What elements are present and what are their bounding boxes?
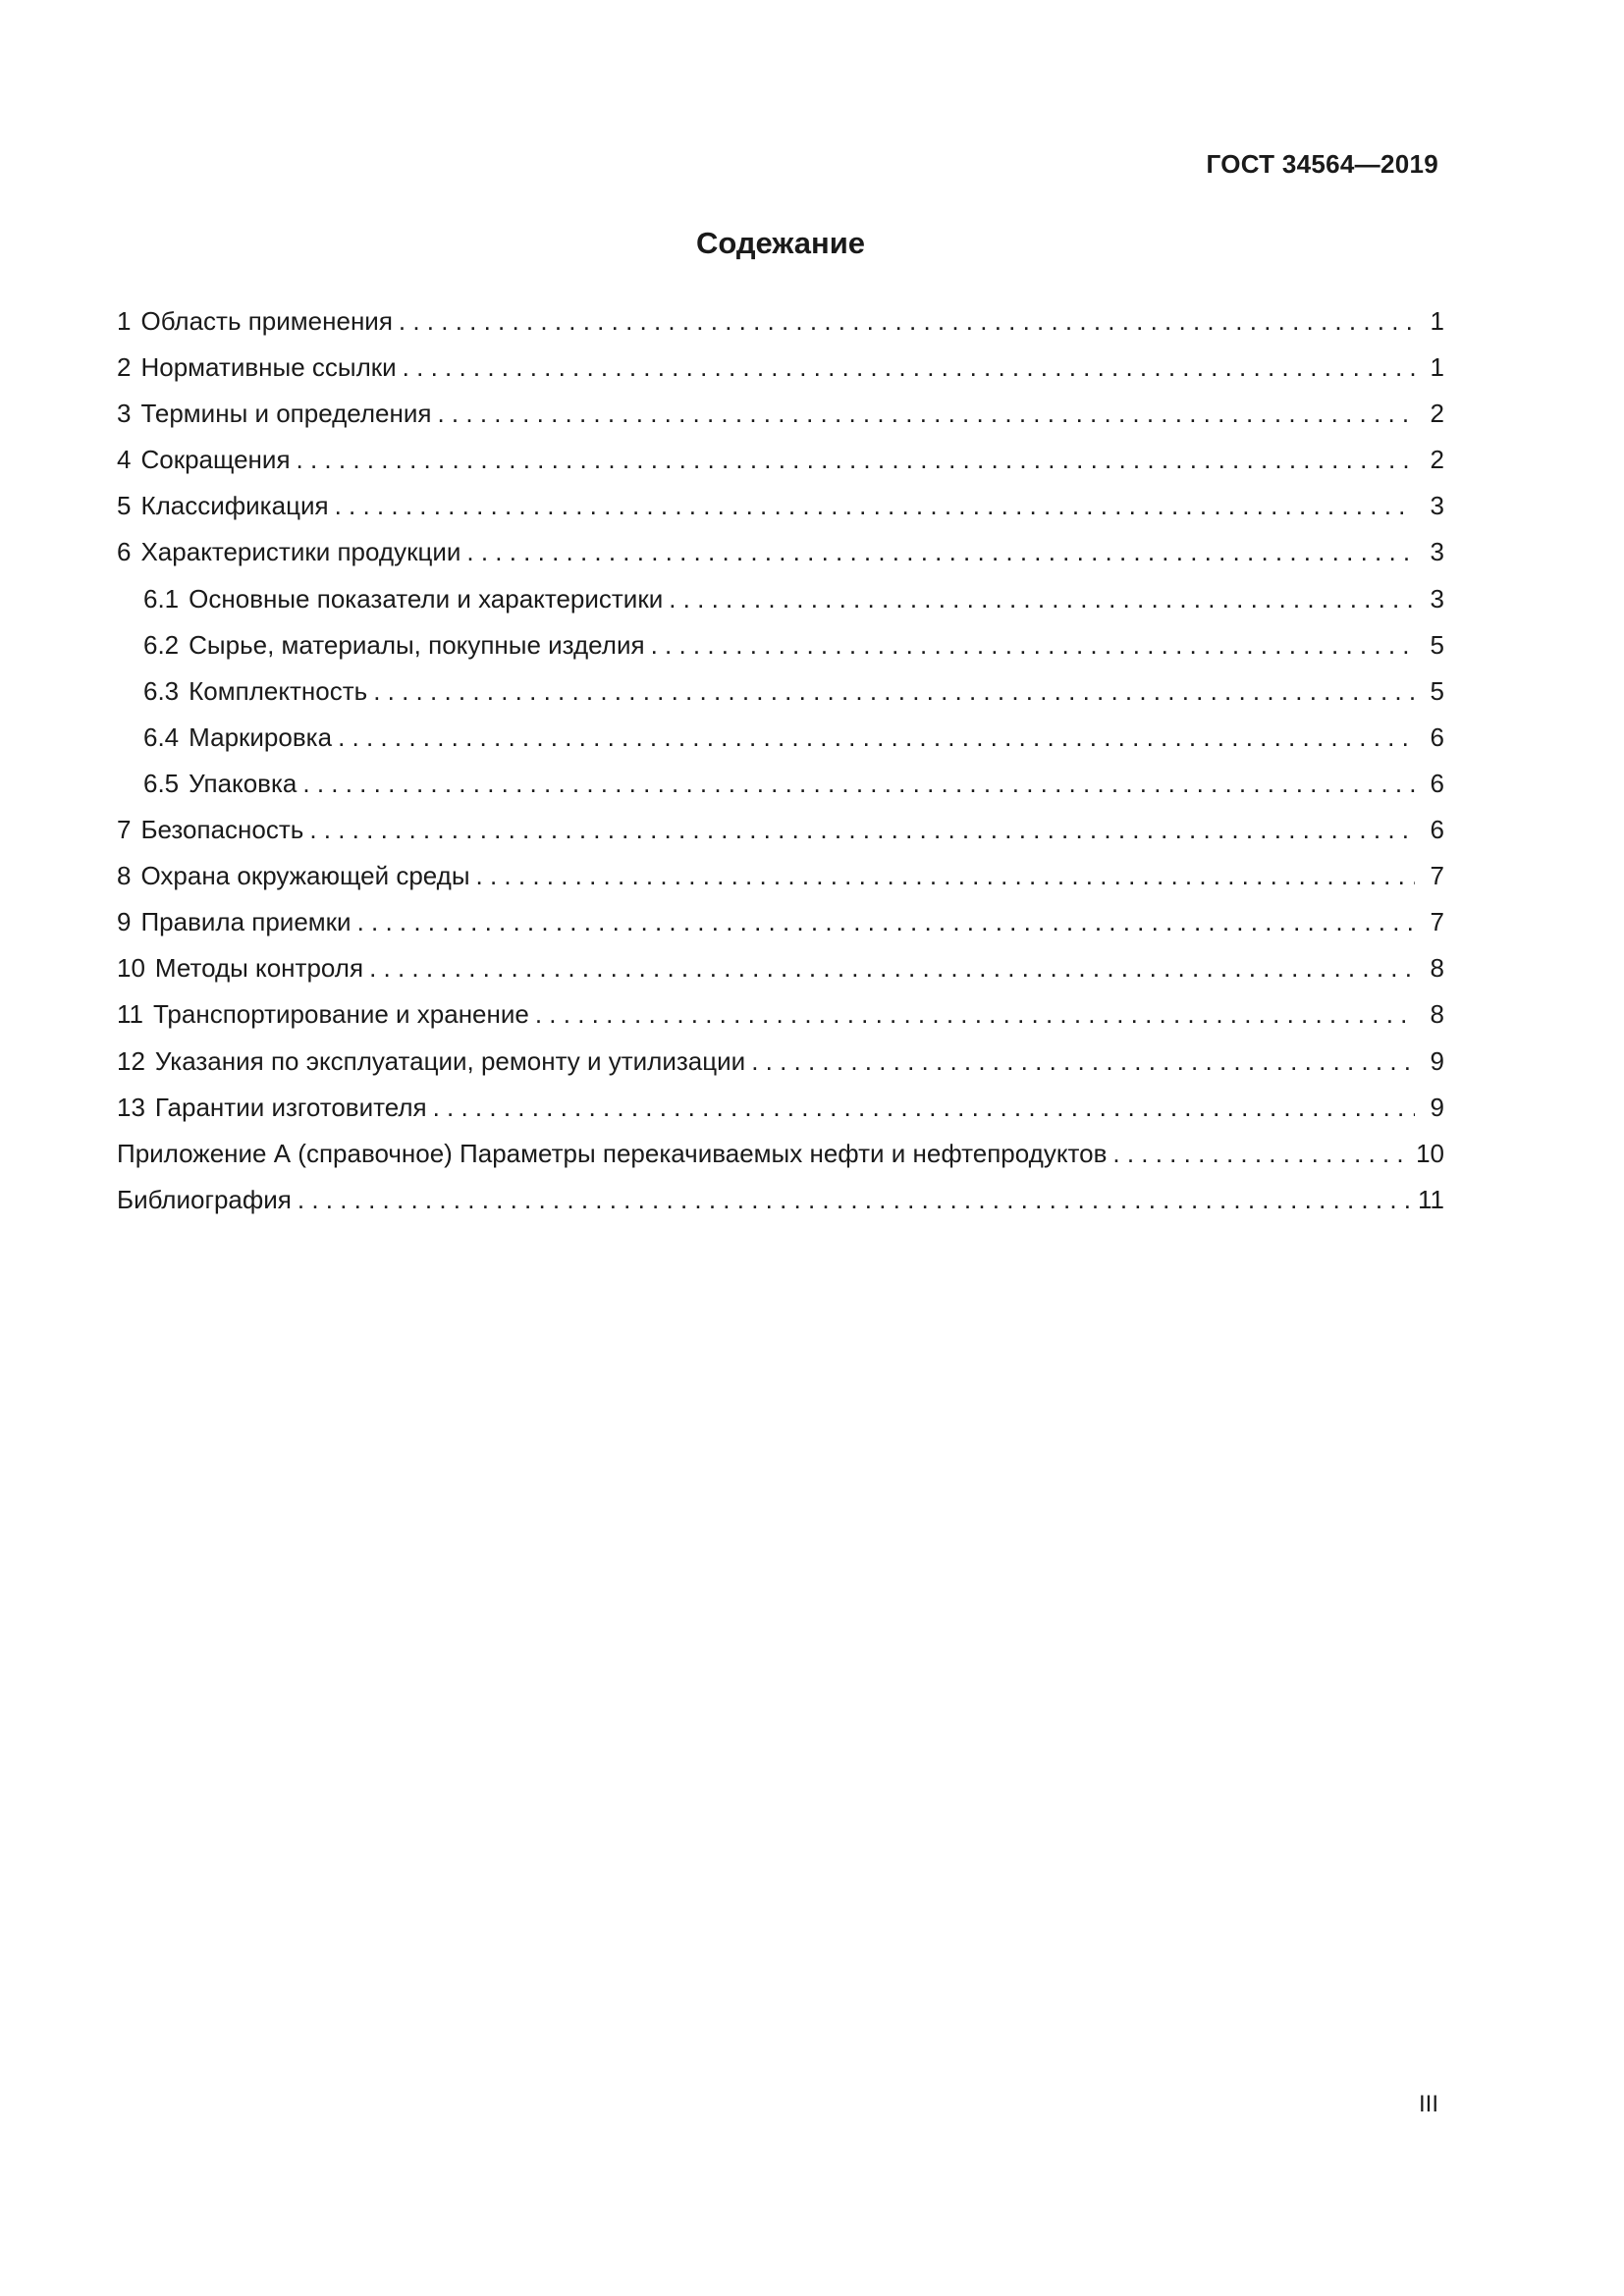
dot-leader: [403, 352, 1415, 383]
toc-item[interactable]: [117, 1093, 1444, 1139]
toc-item-page: 6: [1430, 768, 1444, 798]
toc-item-number: 6.2: [143, 629, 180, 660]
toc-item-number: 9: [117, 907, 132, 937]
toc-item-number: 1: [117, 306, 132, 336]
dot-leader: [297, 445, 1415, 475]
toc-subitem[interactable]: [117, 584, 1444, 630]
toc-item-label: Комплектность: [189, 675, 368, 706]
toc-item[interactable]: [117, 953, 1444, 999]
toc-item-label: Сырье, материалы, покупные изделия: [189, 629, 645, 660]
toc-item-label: Термины и определения: [140, 399, 432, 429]
toc-item[interactable]: [117, 445, 1444, 491]
toc-subitem[interactable]: [117, 630, 1444, 676]
toc-item-page: 5: [1430, 675, 1444, 706]
page-number: III: [1418, 2091, 1438, 2117]
toc-item-page: 8: [1430, 953, 1444, 984]
toc-item-page: 10: [1416, 1138, 1444, 1168]
dot-leader: [335, 491, 1415, 521]
dot-leader: [399, 306, 1415, 337]
toc-item-label: Библиография: [117, 1184, 292, 1214]
toc-item-number: 11: [117, 999, 143, 1030]
toc-item-label: Основные показатели и характеристики: [189, 583, 664, 614]
dot-leader: [1112, 1139, 1412, 1169]
toc-item[interactable]: [117, 491, 1444, 537]
toc-item-number: 6.5: [143, 768, 180, 798]
dot-leader: [466, 537, 1415, 567]
toc-item-page: 6: [1430, 815, 1444, 845]
dot-leader: [669, 584, 1415, 614]
toc-item-page: 1: [1430, 306, 1444, 336]
toc-item-page: 3: [1430, 583, 1444, 614]
toc-item-page: 7: [1430, 907, 1444, 937]
toc-subitem[interactable]: [117, 722, 1444, 769]
toc-item-label: Гарантии изготовителя: [154, 1092, 427, 1122]
toc-item-page: 9: [1430, 1045, 1444, 1076]
toc-item-number: 10: [117, 953, 145, 984]
toc-item-number: 7: [117, 815, 132, 845]
document-code: ГОСТ 34564—2019: [1206, 149, 1438, 179]
toc-item-number: 12: [117, 1045, 145, 1076]
toc-subitem[interactable]: [117, 676, 1444, 722]
toc-item-label: Классификация: [140, 491, 329, 521]
toc-item[interactable]: [117, 907, 1444, 953]
dot-leader: [535, 999, 1415, 1030]
toc-item[interactable]: [117, 352, 1444, 399]
toc-item-page: 2: [1430, 399, 1444, 429]
toc-item-page: 7: [1430, 861, 1444, 891]
dot-leader: [338, 722, 1415, 753]
toc-item-number: 6.3: [143, 675, 180, 706]
toc-item-label: Сокращения: [140, 445, 291, 475]
toc-item-page: 3: [1430, 537, 1444, 567]
toc-item-page: 9: [1430, 1092, 1444, 1122]
toc-item-label: Упаковка: [189, 768, 298, 798]
toc-item[interactable]: [117, 306, 1444, 352]
toc-item-label: Методы контроля: [154, 953, 364, 984]
toc-item[interactable]: [117, 999, 1444, 1045]
toc-item-page: 6: [1430, 721, 1444, 752]
toc-item-number: 2: [117, 352, 132, 383]
toc-item-label: Транспортирование и хранение: [153, 999, 529, 1030]
dot-leader: [302, 769, 1415, 799]
toc-bibliography-item[interactable]: [117, 1185, 1444, 1231]
toc-item[interactable]: [117, 815, 1444, 861]
toc-item-number: 5: [117, 491, 132, 521]
dot-leader: [433, 1093, 1415, 1123]
toc-appendix-item[interactable]: [117, 1139, 1444, 1185]
page-title: Содежание: [695, 226, 866, 260]
toc-item-number: 3: [117, 399, 132, 429]
toc-item-page: 8: [1430, 999, 1444, 1030]
toc-item-number: 6.1: [143, 583, 180, 614]
toc-item-label: Нормативные ссылки: [140, 352, 397, 383]
toc-item-label: Маркировка: [189, 721, 333, 752]
dot-leader: [651, 630, 1415, 661]
dot-leader: [751, 1046, 1415, 1077]
toc-item-label: Правила приемки: [140, 907, 352, 937]
toc-item-page: 2: [1430, 445, 1444, 475]
toc-item-label: Охрана окружающей среды: [140, 861, 470, 891]
dot-leader: [357, 907, 1415, 937]
toc-item[interactable]: [117, 537, 1444, 583]
toc-item-number: 8: [117, 861, 132, 891]
toc-item-number: 6.4: [143, 721, 180, 752]
dot-leader: [373, 676, 1415, 707]
dot-leader: [298, 1185, 1414, 1215]
toc-item-number: 6: [117, 537, 132, 567]
toc-item-page: 1: [1430, 352, 1444, 383]
table-of-contents: [117, 306, 1444, 1231]
dot-leader: [309, 815, 1415, 845]
dot-leader: [369, 953, 1415, 984]
toc-item-label: Безопасность: [140, 815, 304, 845]
dot-leader: [476, 861, 1415, 891]
toc-item-label: Приложение А (справочное) Параметры перекачиваемых нефти и нефтепродуктов: [117, 1138, 1108, 1168]
toc-item-label: Указания по эксплуатации, ремонту и утилизации: [154, 1045, 746, 1076]
dot-leader: [437, 399, 1415, 429]
toc-item[interactable]: [117, 861, 1444, 907]
toc-item-label: Область применения: [140, 306, 393, 336]
toc-item-page: 11: [1418, 1184, 1444, 1214]
toc-item-number: 13: [117, 1092, 145, 1122]
toc-subitem[interactable]: [117, 769, 1444, 815]
toc-item[interactable]: [117, 1046, 1444, 1093]
toc-item-label: Характеристики продукции: [140, 537, 461, 567]
toc-item-number: 4: [117, 445, 132, 475]
toc-item-page: 5: [1430, 629, 1444, 660]
toc-item-page: 3: [1430, 491, 1444, 521]
toc-item[interactable]: [117, 399, 1444, 445]
